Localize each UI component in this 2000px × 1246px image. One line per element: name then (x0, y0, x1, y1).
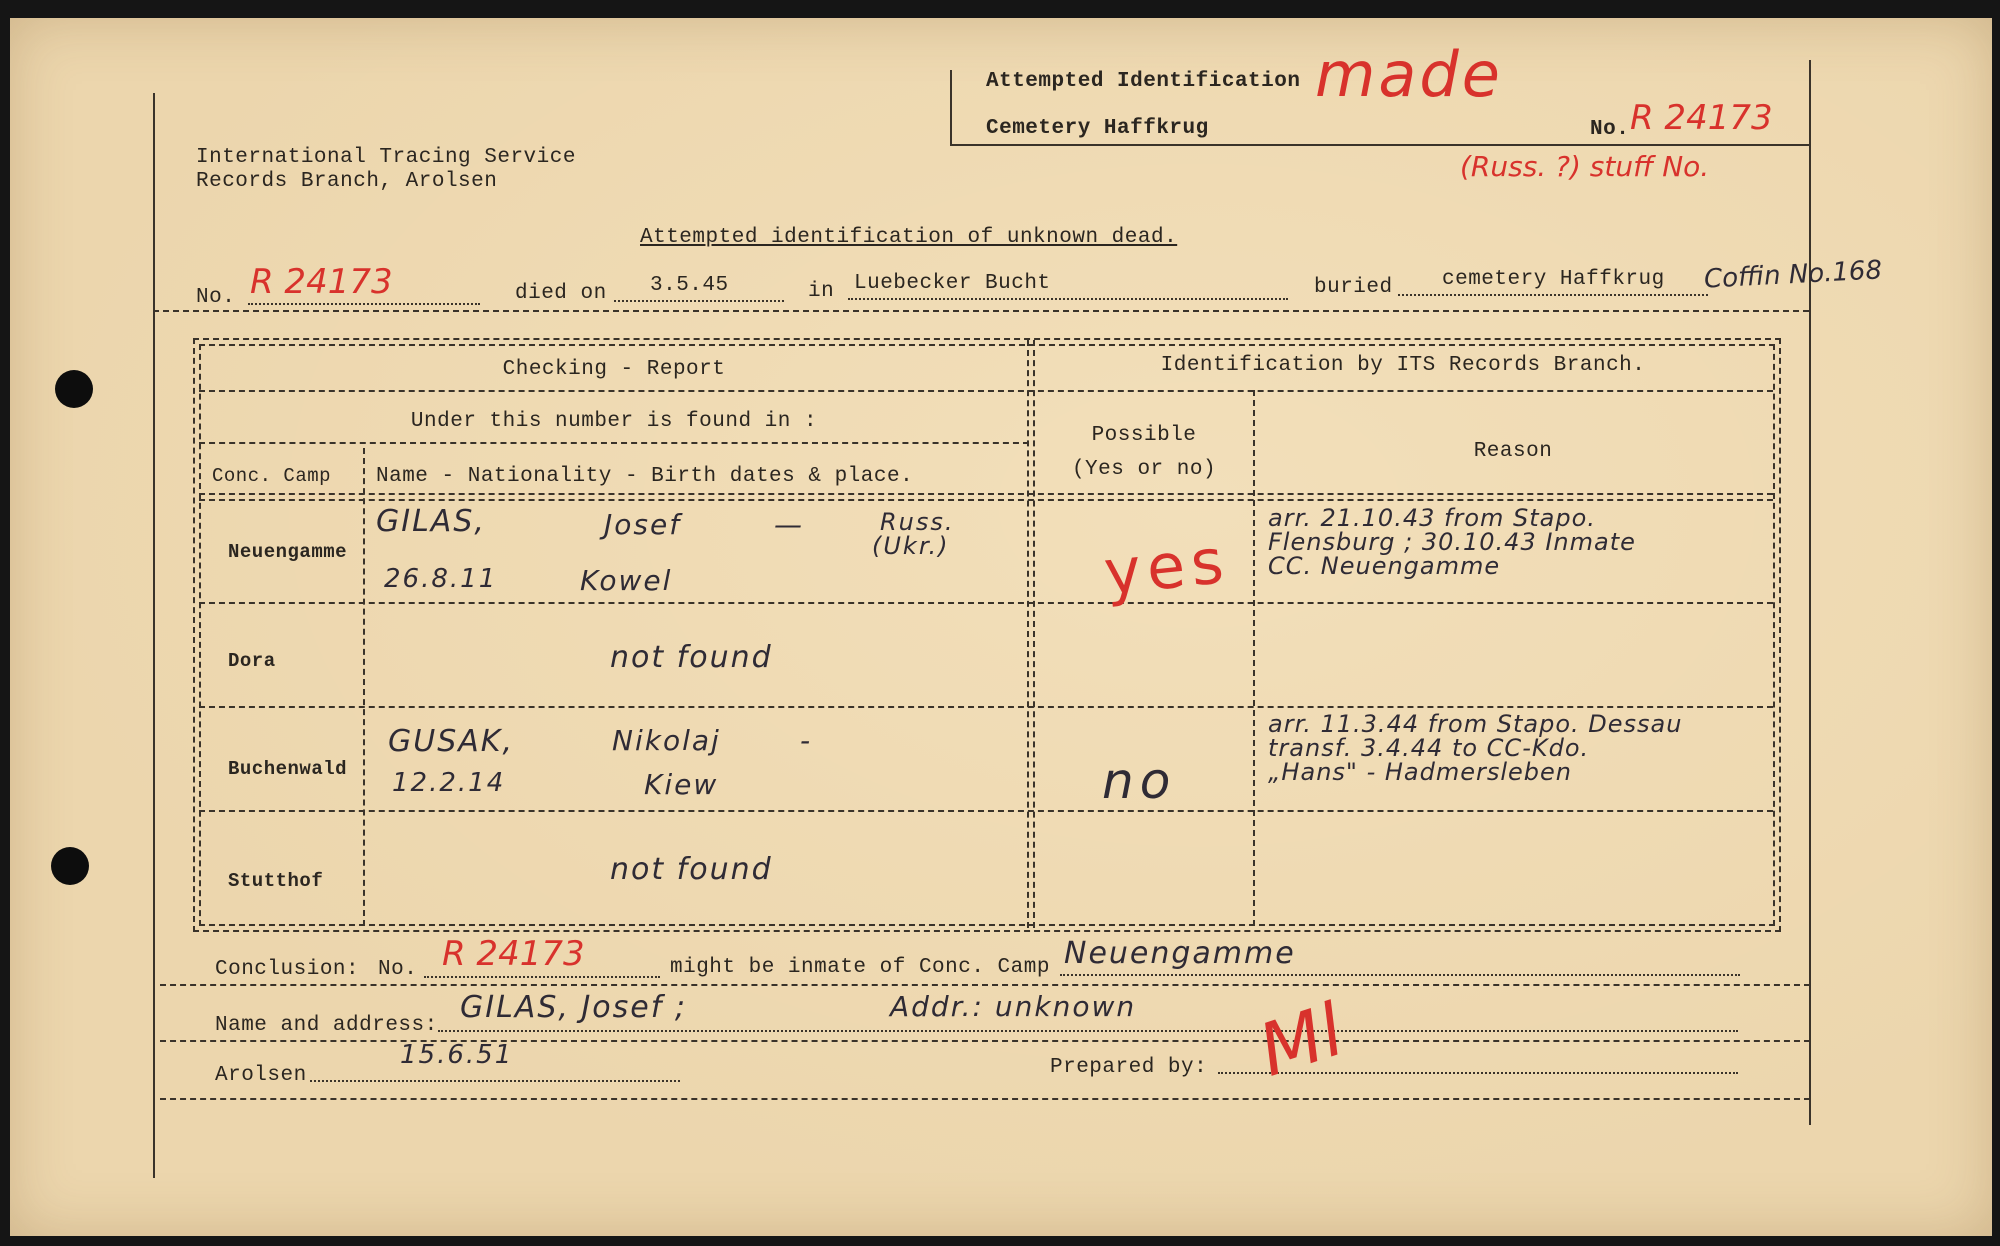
record-no-dots (248, 303, 480, 305)
row-3-birth-date: 12.2.14 (392, 768, 506, 798)
might-be-label: might be inmate of Conc. Camp (670, 956, 1050, 979)
record-rule (153, 310, 1809, 312)
buried-value: cemetery Haffkrug (1442, 268, 1665, 291)
initials-signature: Ml (1249, 987, 1354, 1093)
col-divider-camp (363, 448, 365, 926)
name-address-label: Name and address: (215, 1014, 438, 1037)
date-value: 15.6.51 (400, 1040, 514, 1070)
col-divider-reason (1253, 390, 1255, 926)
row-4-not-found: not found (610, 852, 773, 887)
form-title: Attempted identification of unknown dead. (640, 226, 1178, 249)
conclusion-label: Conclusion: (215, 958, 360, 981)
row-3-dash: - (800, 724, 813, 757)
row-rule-colhead-2 (199, 499, 1773, 501)
bottom-rule (160, 1098, 1810, 1100)
row-rule-header (199, 390, 1773, 392)
row-1-nationality-1: Russ. (880, 508, 955, 536)
checking-report-header: Checking - Report (502, 358, 726, 381)
conclusion-camp-value: Neuengamme (1064, 936, 1296, 971)
header-box-bottom (950, 144, 1810, 146)
name-address-dots (438, 1030, 1738, 1032)
camp-dots (1060, 974, 1740, 976)
row-2-camp: Dora (228, 650, 276, 672)
row-1-dash: — (774, 508, 804, 541)
date-dots (310, 1080, 680, 1082)
row-rule-2 (199, 706, 1773, 708)
conclusion-no-label: No. (378, 958, 418, 981)
row-3-birth-place: Kiew (644, 768, 719, 801)
record-card (10, 18, 1992, 1236)
buried-dots (1398, 294, 1708, 296)
place-label: Arolsen (215, 1064, 307, 1087)
identification-header: Identification by ITS Records Branch. (1160, 354, 1646, 377)
row-rule-3 (199, 810, 1773, 812)
row-1-reason-3: CC. Neuengamme (1268, 552, 1501, 580)
issuer-line-2: Records Branch, Arolsen (196, 170, 498, 193)
row-1-birth-place: Kowel (580, 564, 673, 597)
row-3-camp: Buchenwald (228, 758, 348, 780)
punch-hole-bottom (51, 847, 89, 885)
row-1-nationality-2: (Ukr.) (872, 532, 950, 560)
right-rule (1809, 60, 1811, 1125)
col-possible-header-1: Possible (1091, 424, 1197, 447)
coffin-note: Coffin No.168 (1703, 255, 1883, 295)
issuer-line-1: International Tracing Service (196, 146, 576, 169)
died-on-label: died on (515, 282, 607, 305)
row-1-reason-1: arr. 21.10.43 from Stapo. (1268, 504, 1596, 532)
in-dots (848, 298, 1288, 300)
row-1-possible: yes (1100, 523, 1233, 610)
died-on-value: 3.5.45 (650, 274, 729, 297)
row-1-reason-2: Flensburg ; 30.10.43 Inmate (1268, 528, 1636, 556)
header-no-label: No. (1590, 118, 1630, 141)
punch-hole-top (55, 370, 93, 408)
name-value: GILAS, Josef ; (460, 990, 687, 1025)
cemetery-label: Cemetery Haffkrug (986, 117, 1209, 140)
col-divider-main (1027, 340, 1029, 928)
row-1-surname: GILAS, (376, 504, 486, 539)
made-stamp: made (1315, 38, 1503, 111)
row-3-reason-2: transf. 3.4.44 to CC-Kdo. (1268, 734, 1590, 762)
record-no-label: No. (196, 286, 236, 309)
row-4-camp: Stutthof (228, 870, 324, 892)
row-rule-colhead (199, 493, 1773, 495)
header-no-value: R 24173 (1630, 98, 1773, 138)
row-2-not-found: not found (610, 640, 773, 675)
addr-value: Addr.: unknown (890, 990, 1137, 1023)
attempted-identification-label: Attempted Identification (986, 70, 1301, 93)
conclusion-no-dots (424, 976, 660, 978)
row-1-birth-date: 26.8.11 (384, 564, 498, 594)
prepared-by-label: Prepared by: (1050, 1056, 1208, 1079)
record-no-value: R 24173 (250, 262, 393, 302)
row-1-firstname: Josef (604, 508, 682, 541)
conclusion-no-value: R 24173 (442, 934, 585, 974)
row-1-camp: Neuengamme (228, 541, 348, 563)
header-box-left (950, 70, 952, 144)
row-3-surname: GUSAK, (388, 724, 514, 759)
stuff-note: (Russ. ?) stuff No. (1460, 150, 1710, 183)
col-reason-header: Reason (1473, 440, 1553, 463)
margin-rule (153, 93, 155, 1178)
col-name-header: Name - Nationality - Birth dates & place. (376, 465, 914, 488)
row-3-possible: no (1102, 752, 1177, 810)
died-on-dots (614, 300, 784, 302)
row-rule-1 (199, 602, 1773, 604)
buried-label: buried (1314, 276, 1393, 299)
col-possible-header-2: (Yes or no) (1071, 458, 1217, 481)
col-camp-header: Conc. Camp (212, 465, 332, 487)
under-number-label: Under this number is found in : (410, 410, 818, 433)
row-3-reason-3: „Hans" - Hadmersleben (1268, 758, 1573, 786)
in-label: in (808, 280, 835, 303)
row-3-firstname: Nikolaj (612, 724, 721, 757)
conclusion-rule (160, 984, 1810, 986)
row-3-reason-1: arr. 11.3.44 from Stapo. Dessau (1268, 710, 1683, 738)
row-rule-under (199, 442, 1029, 444)
in-value: Luebecker Bucht (854, 272, 1051, 295)
